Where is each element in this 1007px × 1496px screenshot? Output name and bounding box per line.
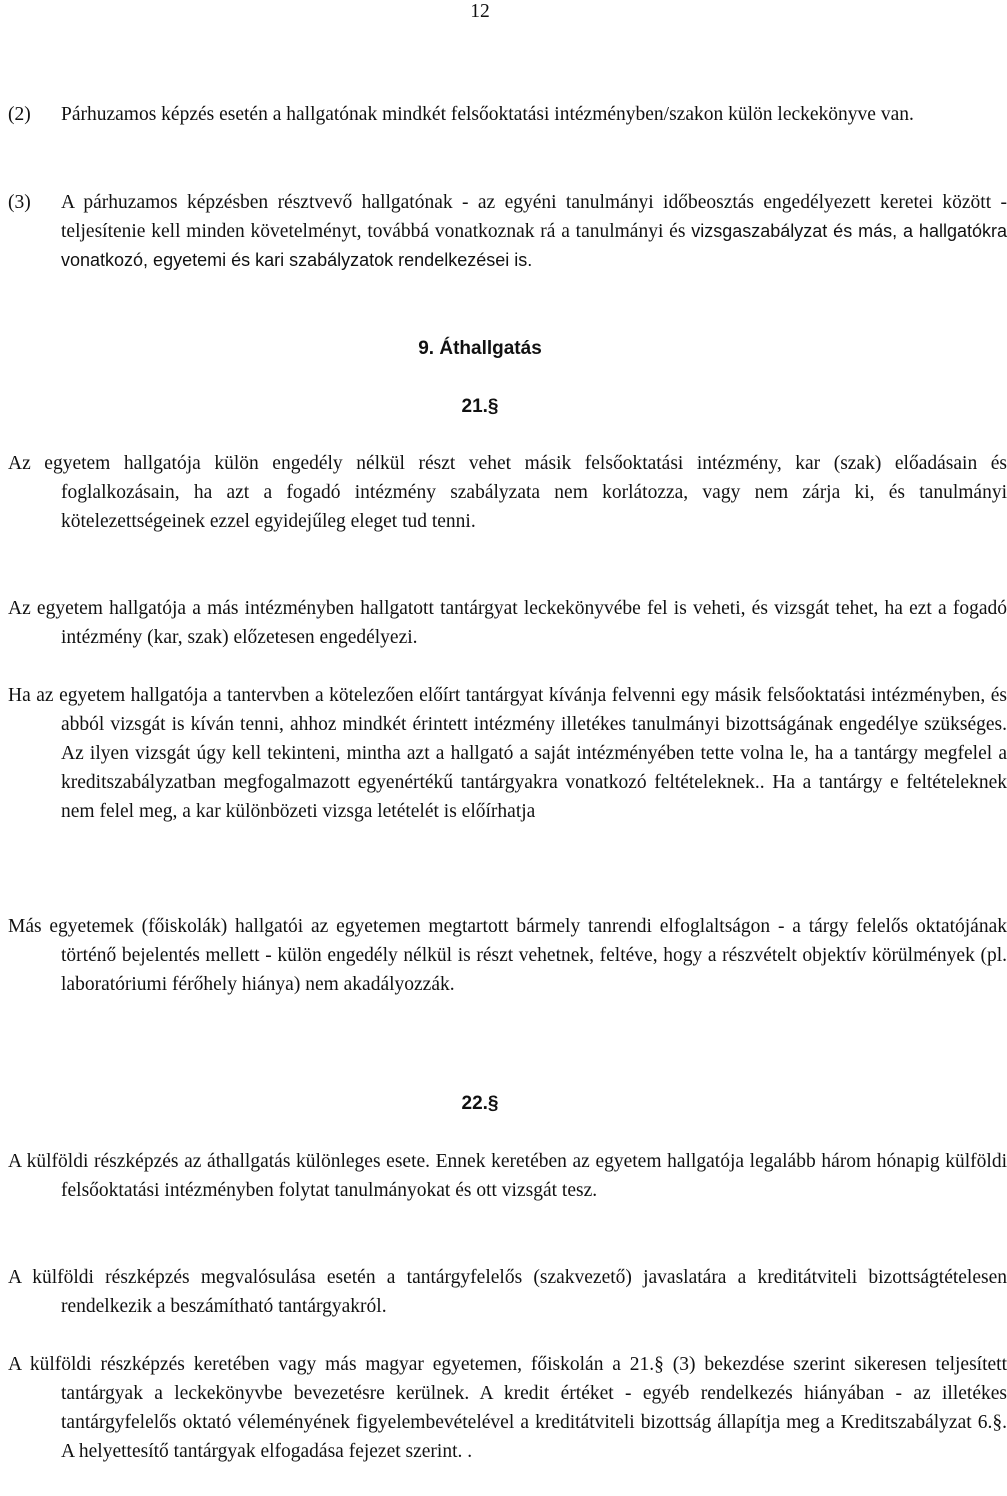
paragraph-number: (3) [8, 192, 31, 213]
paragraph-number: (2) [8, 104, 31, 125]
paragraph-text: Párhuzamos képzés esetén a hallgatónak mindkét felsőoktatási intézményben/szakon külön leckekönyve van. [61, 104, 914, 125]
section-21-paragraph-1: Az egyetem hallgatója külön engedély nélkül részt vehet másik felsőoktatási intézmény, kar (szak) előadásain és foglalkozásain, ha azt a fogadó intézmény szabályzata nem korlátozza, vagy nem zárja ki, és tanulmányi kötelezettségeinek ezzel egyidejűleg eleget tud tenni. [8, 453, 1007, 532]
section-21-paragraph-4: Más egyetemek (főiskolák) hallgatói az egyetemen megtartott bármely tanrendi elfoglaltságon - a tárgy felelős oktatójának történő bejelentés mellett - külön engedély nélkül is részt vehetnek, feltéve, hogy a részvételt objektív körülmények (pl. laboratóriumi férőhely hiánya) nem akadályozzák. [8, 916, 1007, 995]
section-21-paragraph-2: Az egyetem hallgatója a más intézményben hallgatott tantárgyat leckekönyvébe fel is veheti, és vizsgát tehet, ha ezt a fogadó intézmény (kar, szak) előzetesen engedélyezi. [8, 598, 1007, 648]
section-22-paragraph-3: A külföldi részképzés keretében vagy más magyar egyetemen, főiskolán a 21.§ (3) bekezdése szerint sikeresen teljesített tantárgyak a leckekönyvbe bevezetésre kerülnek. A kredit értéket - egyéb rendelkezés hiányában - az illetékes tantárgyfelelős oktató véleményének figyelembevételével a kreditátviteli bizottság állapítja meg a Kreditszabályzat 6.§. A helyettesítő tantárgyak elfogadása fejezet szerint. . [8, 1354, 1007, 1462]
section-22-paragraph-1: A külföldi részképzés az áthallgatás különleges esete. Ennek keretében az egyetem hallgatója legalább három hónapig külföldi felsőoktatási intézményben folytat tanulmányokat és ott vizsgát tesz. [8, 1151, 1007, 1201]
section-21-heading: 21.§ [461, 396, 499, 417]
chapter-heading: 9. Áthallgatás [418, 338, 542, 359]
paragraph-text-sans: vizsgaszabályzat és más, a hallgatókra vonatkozó, egyetemi és kari szabályzatok rendelkezései is. [61, 221, 1007, 270]
page-number: 12 [470, 1, 490, 22]
section-21-paragraph-3: Ha az egyetem hallgatója a tantervben a kötelezően előírt tantárgyat kívánja felvenni egy másik felsőoktatási intézményben, és abból vizsgát is kíván tenni, ahhoz mindkét érintett intézmény illetékes tanulmányi bizottságának engedélye szükséges. Az ilyen vizsgát úgy kell tekinteni, mintha azt a hallgató a saját intézményében tette volna le, ha a tantárgy megfelel a kreditszabályzatban megfogalmazott egyenértékű tantárgyakra vonatkozó feltételeknek.. Ha a tantárgy e feltételeknek nem felel meg, a kar különbözeti vizsga letételét is előírhatja [8, 685, 1007, 822]
paragraph-text: A párhuzamos képzésben résztvevő hallgatónak - az egyéni tanulmányi időbeosztás engedélyezett keretei között - teljesítenie kell minden követelményt, továbbá vonatkoznak rá a tanulmányi és [61, 192, 1007, 242]
paragraph-3 [8, 188, 1007, 275]
section-22-heading: 22.§ [461, 1093, 499, 1114]
paragraph-2 [8, 100, 1007, 129]
section-22-paragraph-2: A külföldi részképzés megvalósulása esetén a tantárgyfelelős (szakvezető) javaslatára a kreditátviteli bizottságtételesen rendelkezik a beszámítható tantárgyakról. [8, 1267, 1007, 1317]
